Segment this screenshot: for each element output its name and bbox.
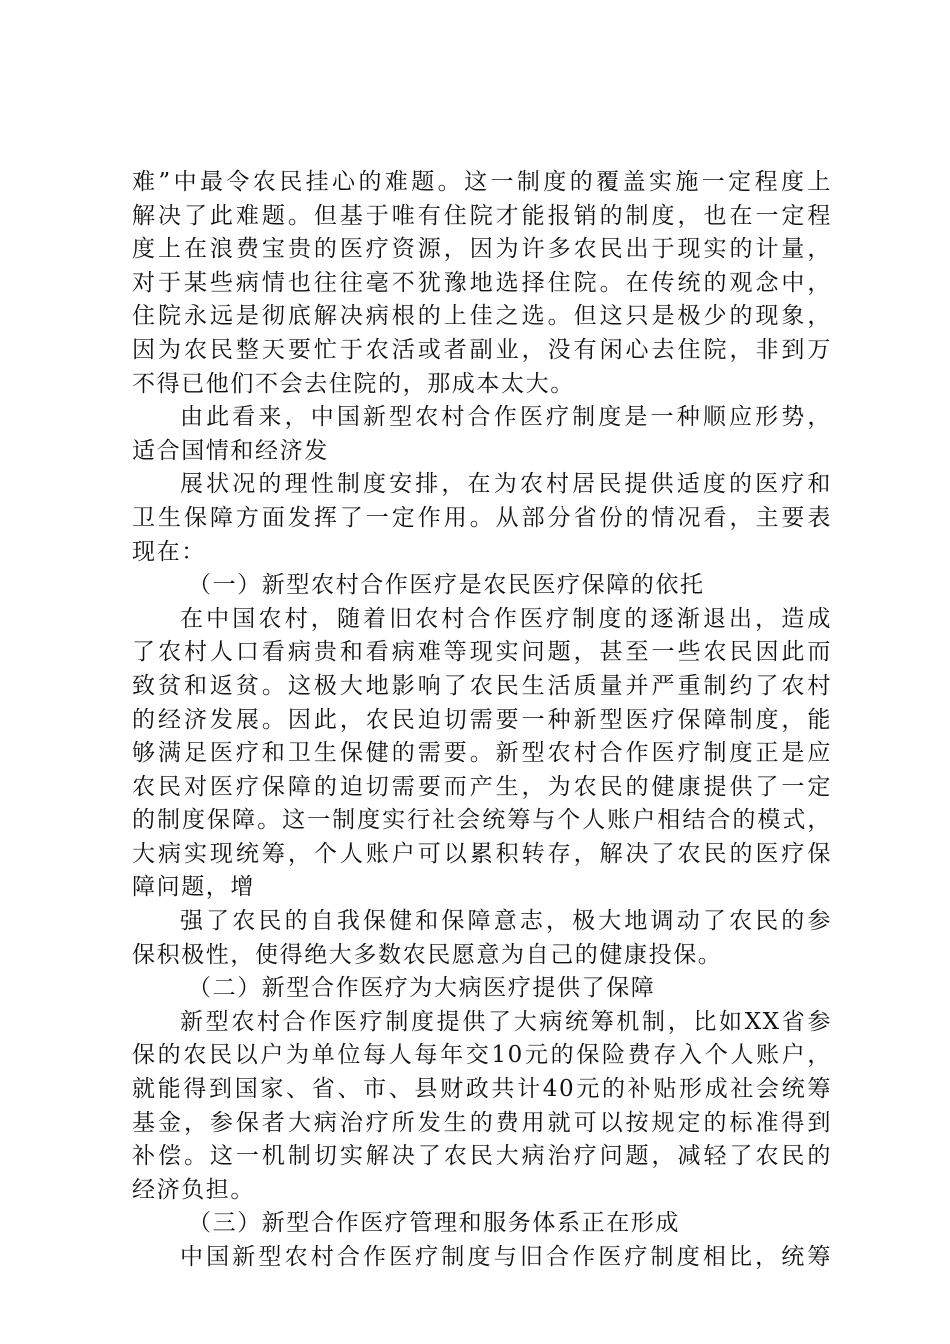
text-line: 对于某些病情也往往毫不犹豫地选择住院。在传统的观念中，	[132, 269, 832, 296]
document-body	[132, 166, 832, 1275]
text-line: 卫生保障方面发挥了一定作用。从部分省份的情况看，主要表	[132, 504, 832, 531]
text-line: 难”中最令农民挂心的难题。这一制度的覆盖实施一定程度上	[132, 169, 832, 195]
text-line: 大病实现统筹，个人账户可以累积转存，解决了农民的医疗保	[132, 840, 832, 867]
text-line: 补偿。这一机制切实解决了农民大病治疗问题，减轻了农民的	[132, 1143, 832, 1170]
text-line: 农民对医疗保障的迫切需要而产生，为农民的健康提供了一定	[132, 773, 832, 800]
text-line: 的制度保障。这一制度实行社会统筹与个人账户相结合的模式，	[132, 807, 832, 834]
text-line: 解决了此难题。但基于唯有住院才能报销的制度，也在一定程	[132, 202, 832, 229]
text-line: 在中国农村，随着旧农村合作医疗制度的逐渐退出，造成	[180, 605, 832, 632]
text-line: 强了农民的自我保健和保障意志，极大地调动了农民的参	[180, 908, 832, 935]
text-line: 了农村人口看病贵和看病难等现实问题，甚至一些农民因此而	[132, 639, 832, 666]
text-line: 经济负担。	[132, 1176, 255, 1203]
text-line: 因为农民整天要忙于农活或者副业，没有闲心去住院，非到万	[132, 336, 832, 363]
text-line: 障问题，增	[132, 874, 255, 901]
text-line: 度上在浪费宝贵的医疗资源，因为许多农民出于现实的计量，	[132, 236, 832, 263]
text-line: 展状况的理性制度安排，在为农村居民提供适度的医疗和	[180, 471, 832, 498]
section-heading: （一）新型农村合作医疗是农民医疗保障的依托	[188, 572, 705, 599]
text-line: 适合国情和经济发	[132, 437, 329, 464]
text-line: 基金，参保者大病治疗所发生的费用就可以按规定的标准得到	[132, 1109, 832, 1136]
text-line: 新型农村合作医疗制度提供了大病统筹机制，比如XX省参	[180, 1008, 832, 1035]
text-line: 保积极性，使得绝大多数农民愿意为自己的健康投保。	[132, 941, 723, 968]
section-heading: （三）新型合作医疗管理和服务体系正在形成	[188, 1210, 680, 1237]
text-line: 不得已他们不会去住院的，那成本太大。	[132, 370, 575, 397]
text-line: 致贫和返贫。这极大地影响了农民生活质量并严重制约了农村	[132, 672, 832, 699]
text-line: 的经济发展。因此，农民迫切需要一种新型医疗保障制度，能	[132, 706, 832, 733]
text-line: 由此看来，中国新型农村合作医疗制度是一种顺应形势，	[180, 404, 832, 431]
text-line: 中国新型农村合作医疗制度与旧合作医疗制度相比，统筹	[180, 1244, 832, 1270]
text-line: 保的农民以户为单位每人每年交10元的保险费存入个人账户，	[132, 1042, 832, 1069]
text-line: 现在：	[132, 538, 206, 565]
text-line: 够满足医疗和卫生保健的需要。新型农村合作医疗制度正是应	[132, 740, 832, 767]
text-line: 住院永远是彻底解决病根的上佳之选。但这只是极少的现象，	[132, 303, 832, 330]
section-heading: （二）新型合作医疗为大病医疗提供了保障	[188, 975, 656, 1002]
text-line: 就能得到国家、省、市、县财政共计40元的补贴形成社会统筹	[132, 1076, 832, 1103]
